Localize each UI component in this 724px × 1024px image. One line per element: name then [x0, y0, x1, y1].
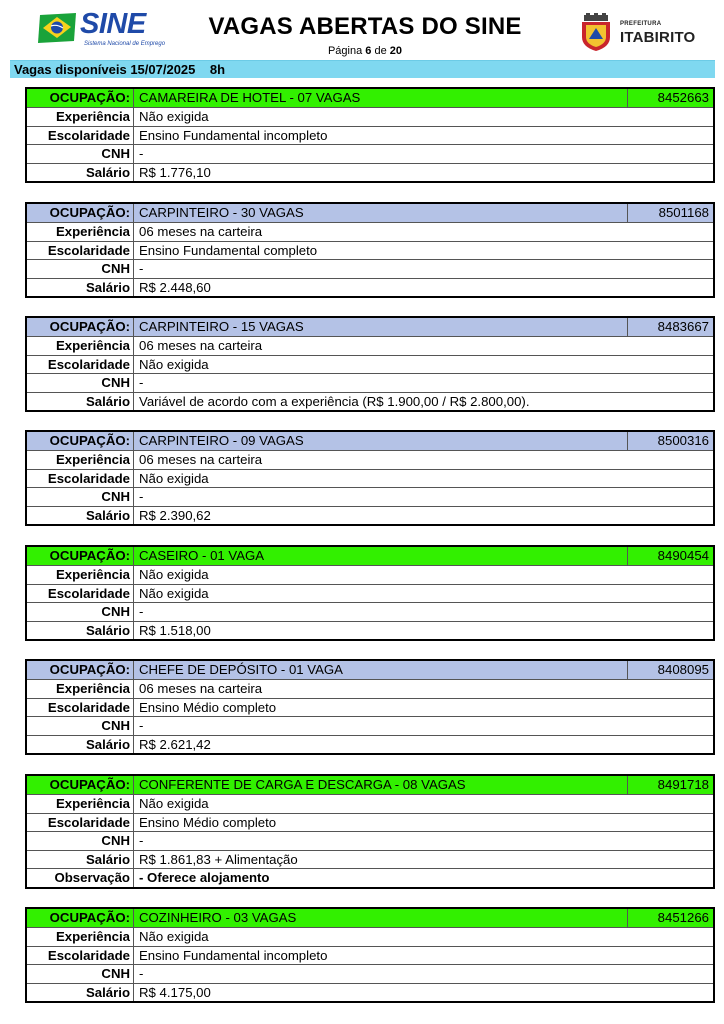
job-header-row: [27, 661, 713, 679]
license-value: -: [139, 261, 144, 276]
experience-row: [27, 679, 713, 698]
job-code: 8490454: [627, 547, 713, 565]
city-crest-icon: [576, 13, 616, 53]
license-label: CNH: [27, 374, 134, 392]
education-row: [27, 698, 713, 717]
job-card: [25, 774, 715, 889]
experience-label: Experiência: [27, 795, 134, 813]
education-row: [27, 584, 713, 603]
experience-value: Não exigida: [139, 796, 209, 811]
education-value: Ensino Médio completo: [139, 814, 277, 830]
experience-row: [27, 565, 713, 584]
job-header-row: [27, 432, 713, 450]
salary-value: R$ 4.175,00: [139, 984, 211, 1000]
job-title: COZINHEIRO - 03 VAGAS: [139, 910, 297, 925]
experience-label: Experiência: [27, 566, 134, 584]
education-row: [27, 355, 713, 374]
job-code: 8483667: [627, 318, 713, 336]
salary-value: Variável de acordo com a experiência (R$ 1.900,00 / R$ 2.800,00).: [139, 393, 530, 409]
availability-date: Vagas disponíveis 15/07/2025 8h: [14, 62, 226, 77]
education-label: Escolaridade: [27, 127, 134, 145]
observation-row: [27, 868, 713, 887]
job-title: CARPINTEIRO - 30 VAGAS: [139, 205, 304, 220]
salary-row: [27, 506, 713, 525]
license-row: [27, 964, 713, 983]
experience-value: 06 meses na carteira: [139, 338, 263, 353]
occupation-label: OCUPAÇÃO:: [27, 204, 134, 222]
salary-row: [27, 850, 713, 869]
license-row: [27, 831, 713, 850]
job-title: CARPINTEIRO - 15 VAGAS: [139, 319, 304, 334]
experience-row: [27, 336, 713, 355]
salary-label: Salário: [27, 736, 134, 754]
salary-row: [27, 621, 713, 640]
experience-value: 06 meses na carteira: [139, 452, 263, 467]
salary-label: Salário: [27, 851, 134, 869]
page-current: 6: [365, 45, 372, 57]
license-label: CNH: [27, 832, 134, 850]
education-value: Não exigida: [139, 470, 209, 486]
experience-value: Não exigida: [139, 929, 209, 944]
job-code: 8500316: [627, 432, 713, 450]
page-prefix: Página: [327, 45, 363, 57]
license-label: CNH: [27, 260, 134, 278]
occupation-label: OCUPAÇÃO:: [27, 547, 134, 565]
license-row: [27, 259, 713, 278]
salary-label: Salário: [27, 622, 134, 640]
education-value: Ensino Fundamental incompleto: [139, 947, 328, 963]
page-separator: de: [374, 45, 387, 57]
salary-row: [27, 278, 713, 297]
education-row: [27, 241, 713, 260]
salary-value: R$ 2.621,42: [139, 736, 211, 752]
license-value: -: [139, 375, 144, 390]
occupation-label: OCUPAÇÃO:: [27, 909, 134, 927]
salary-value: R$ 2.448,60: [139, 279, 211, 295]
education-label: Escolaridade: [27, 242, 134, 260]
page-title: VAGAS ABERTAS DO SINE: [208, 13, 522, 40]
salary-label: Salário: [27, 984, 134, 1002]
job-card: [25, 202, 715, 298]
salary-value: R$ 2.390,62: [139, 507, 211, 523]
license-row: [27, 602, 713, 621]
education-label: Escolaridade: [27, 470, 134, 488]
education-row: [27, 126, 713, 145]
job-code: 8452663: [627, 89, 713, 107]
experience-value: 06 meses na carteira: [139, 681, 263, 696]
city-name: ITABIRITO: [620, 29, 696, 46]
page-indicator: [200, 45, 530, 57]
job-card: [25, 545, 715, 641]
education-value: Não exigida: [139, 356, 209, 372]
sine-logo-subtitle: Sistema Nacional de Emprego: [84, 41, 166, 47]
availability-banner: [10, 60, 715, 78]
occupation-label: OCUPAÇÃO:: [27, 318, 134, 336]
education-label: Escolaridade: [27, 947, 134, 965]
job-title: CAMAREIRA DE HOTEL - 07 VAGAS: [139, 90, 361, 105]
education-value: Não exigida: [139, 585, 209, 601]
experience-label: Experiência: [27, 928, 134, 946]
salary-row: [27, 163, 713, 182]
license-label: CNH: [27, 603, 134, 621]
license-value: -: [139, 489, 144, 504]
license-value: -: [139, 146, 144, 161]
experience-row: [27, 450, 713, 469]
salary-value: R$ 1.776,10: [139, 164, 211, 180]
education-label: Escolaridade: [27, 356, 134, 374]
license-row: [27, 716, 713, 735]
education-row: [27, 946, 713, 965]
license-row: [27, 373, 713, 392]
job-title: CASEIRO - 01 VAGA: [139, 548, 265, 563]
experience-label: Experiência: [27, 108, 134, 126]
observation-label: Observação: [27, 869, 134, 887]
prefeitura-label: PREFEITURA: [620, 21, 662, 27]
salary-value: R$ 1.518,00: [139, 622, 211, 638]
salary-label: Salário: [27, 164, 134, 182]
education-value: Ensino Fundamental completo: [139, 242, 318, 258]
experience-label: Experiência: [27, 337, 134, 355]
experience-label: Experiência: [27, 223, 134, 241]
education-value: Ensino Fundamental incompleto: [139, 127, 328, 143]
job-header-row: [27, 318, 713, 336]
experience-row: [27, 107, 713, 126]
experience-value: Não exigida: [139, 109, 209, 124]
job-title: CARPINTEIRO - 09 VAGAS: [139, 433, 304, 448]
job-header-row: [27, 89, 713, 107]
occupation-label: OCUPAÇÃO:: [27, 432, 134, 450]
occupation-label: OCUPAÇÃO:: [27, 776, 134, 794]
job-card: [25, 316, 715, 412]
sine-logo-text: SINE: [80, 8, 146, 40]
license-value: -: [139, 833, 144, 848]
occupation-label: OCUPAÇÃO:: [27, 661, 134, 679]
job-code: 8451266: [627, 909, 713, 927]
license-label: CNH: [27, 488, 134, 506]
page-header: [0, 0, 724, 62]
job-header-row: [27, 204, 713, 222]
license-label: CNH: [27, 145, 134, 163]
sine-logo: [38, 8, 166, 51]
job-code: 8501168: [627, 204, 713, 222]
salary-row: [27, 983, 713, 1002]
experience-label: Experiência: [27, 680, 134, 698]
prefeitura-logo: [576, 13, 696, 53]
job-card: [25, 659, 715, 755]
job-header-row: [27, 909, 713, 927]
salary-label: Salário: [27, 393, 134, 411]
education-label: Escolaridade: [27, 585, 134, 603]
job-title: CONFERENTE DE CARGA E DESCARGA - 08 VAGAS: [139, 777, 466, 792]
education-value: Ensino Médio completo: [139, 699, 277, 715]
license-row: [27, 487, 713, 506]
job-code: 8408095: [627, 661, 713, 679]
experience-row: [27, 927, 713, 946]
experience-label: Experiência: [27, 451, 134, 469]
brazil-flag-icon: [38, 11, 78, 45]
job-title: CHEFE DE DEPÓSITO - 01 VAGA: [139, 662, 343, 677]
license-label: CNH: [27, 965, 134, 983]
education-label: Escolaridade: [27, 814, 134, 832]
experience-row: [27, 222, 713, 241]
education-label: Escolaridade: [27, 699, 134, 717]
license-value: -: [139, 604, 144, 619]
job-header-row: [27, 776, 713, 794]
page-total: 20: [389, 45, 403, 57]
salary-label: Salário: [27, 279, 134, 297]
salary-label: Salário: [27, 507, 134, 525]
salary-value: R$ 1.861,83 + Alimentação: [139, 851, 298, 867]
job-code: 8491718: [627, 776, 713, 794]
license-label: CNH: [27, 717, 134, 735]
observation-value: - Oferece alojamento: [139, 870, 270, 885]
job-card: [25, 87, 715, 183]
education-row: [27, 813, 713, 832]
salary-row: [27, 735, 713, 754]
job-card: [25, 907, 715, 1003]
occupation-label: OCUPAÇÃO:: [27, 89, 134, 107]
license-value: -: [139, 966, 144, 981]
experience-value: 06 meses na carteira: [139, 224, 263, 239]
license-value: -: [139, 718, 144, 733]
license-row: [27, 144, 713, 163]
job-card: [25, 430, 715, 526]
experience-value: Não exigida: [139, 567, 209, 582]
job-header-row: [27, 547, 713, 565]
experience-row: [27, 794, 713, 813]
education-row: [27, 469, 713, 488]
salary-row: [27, 392, 713, 411]
